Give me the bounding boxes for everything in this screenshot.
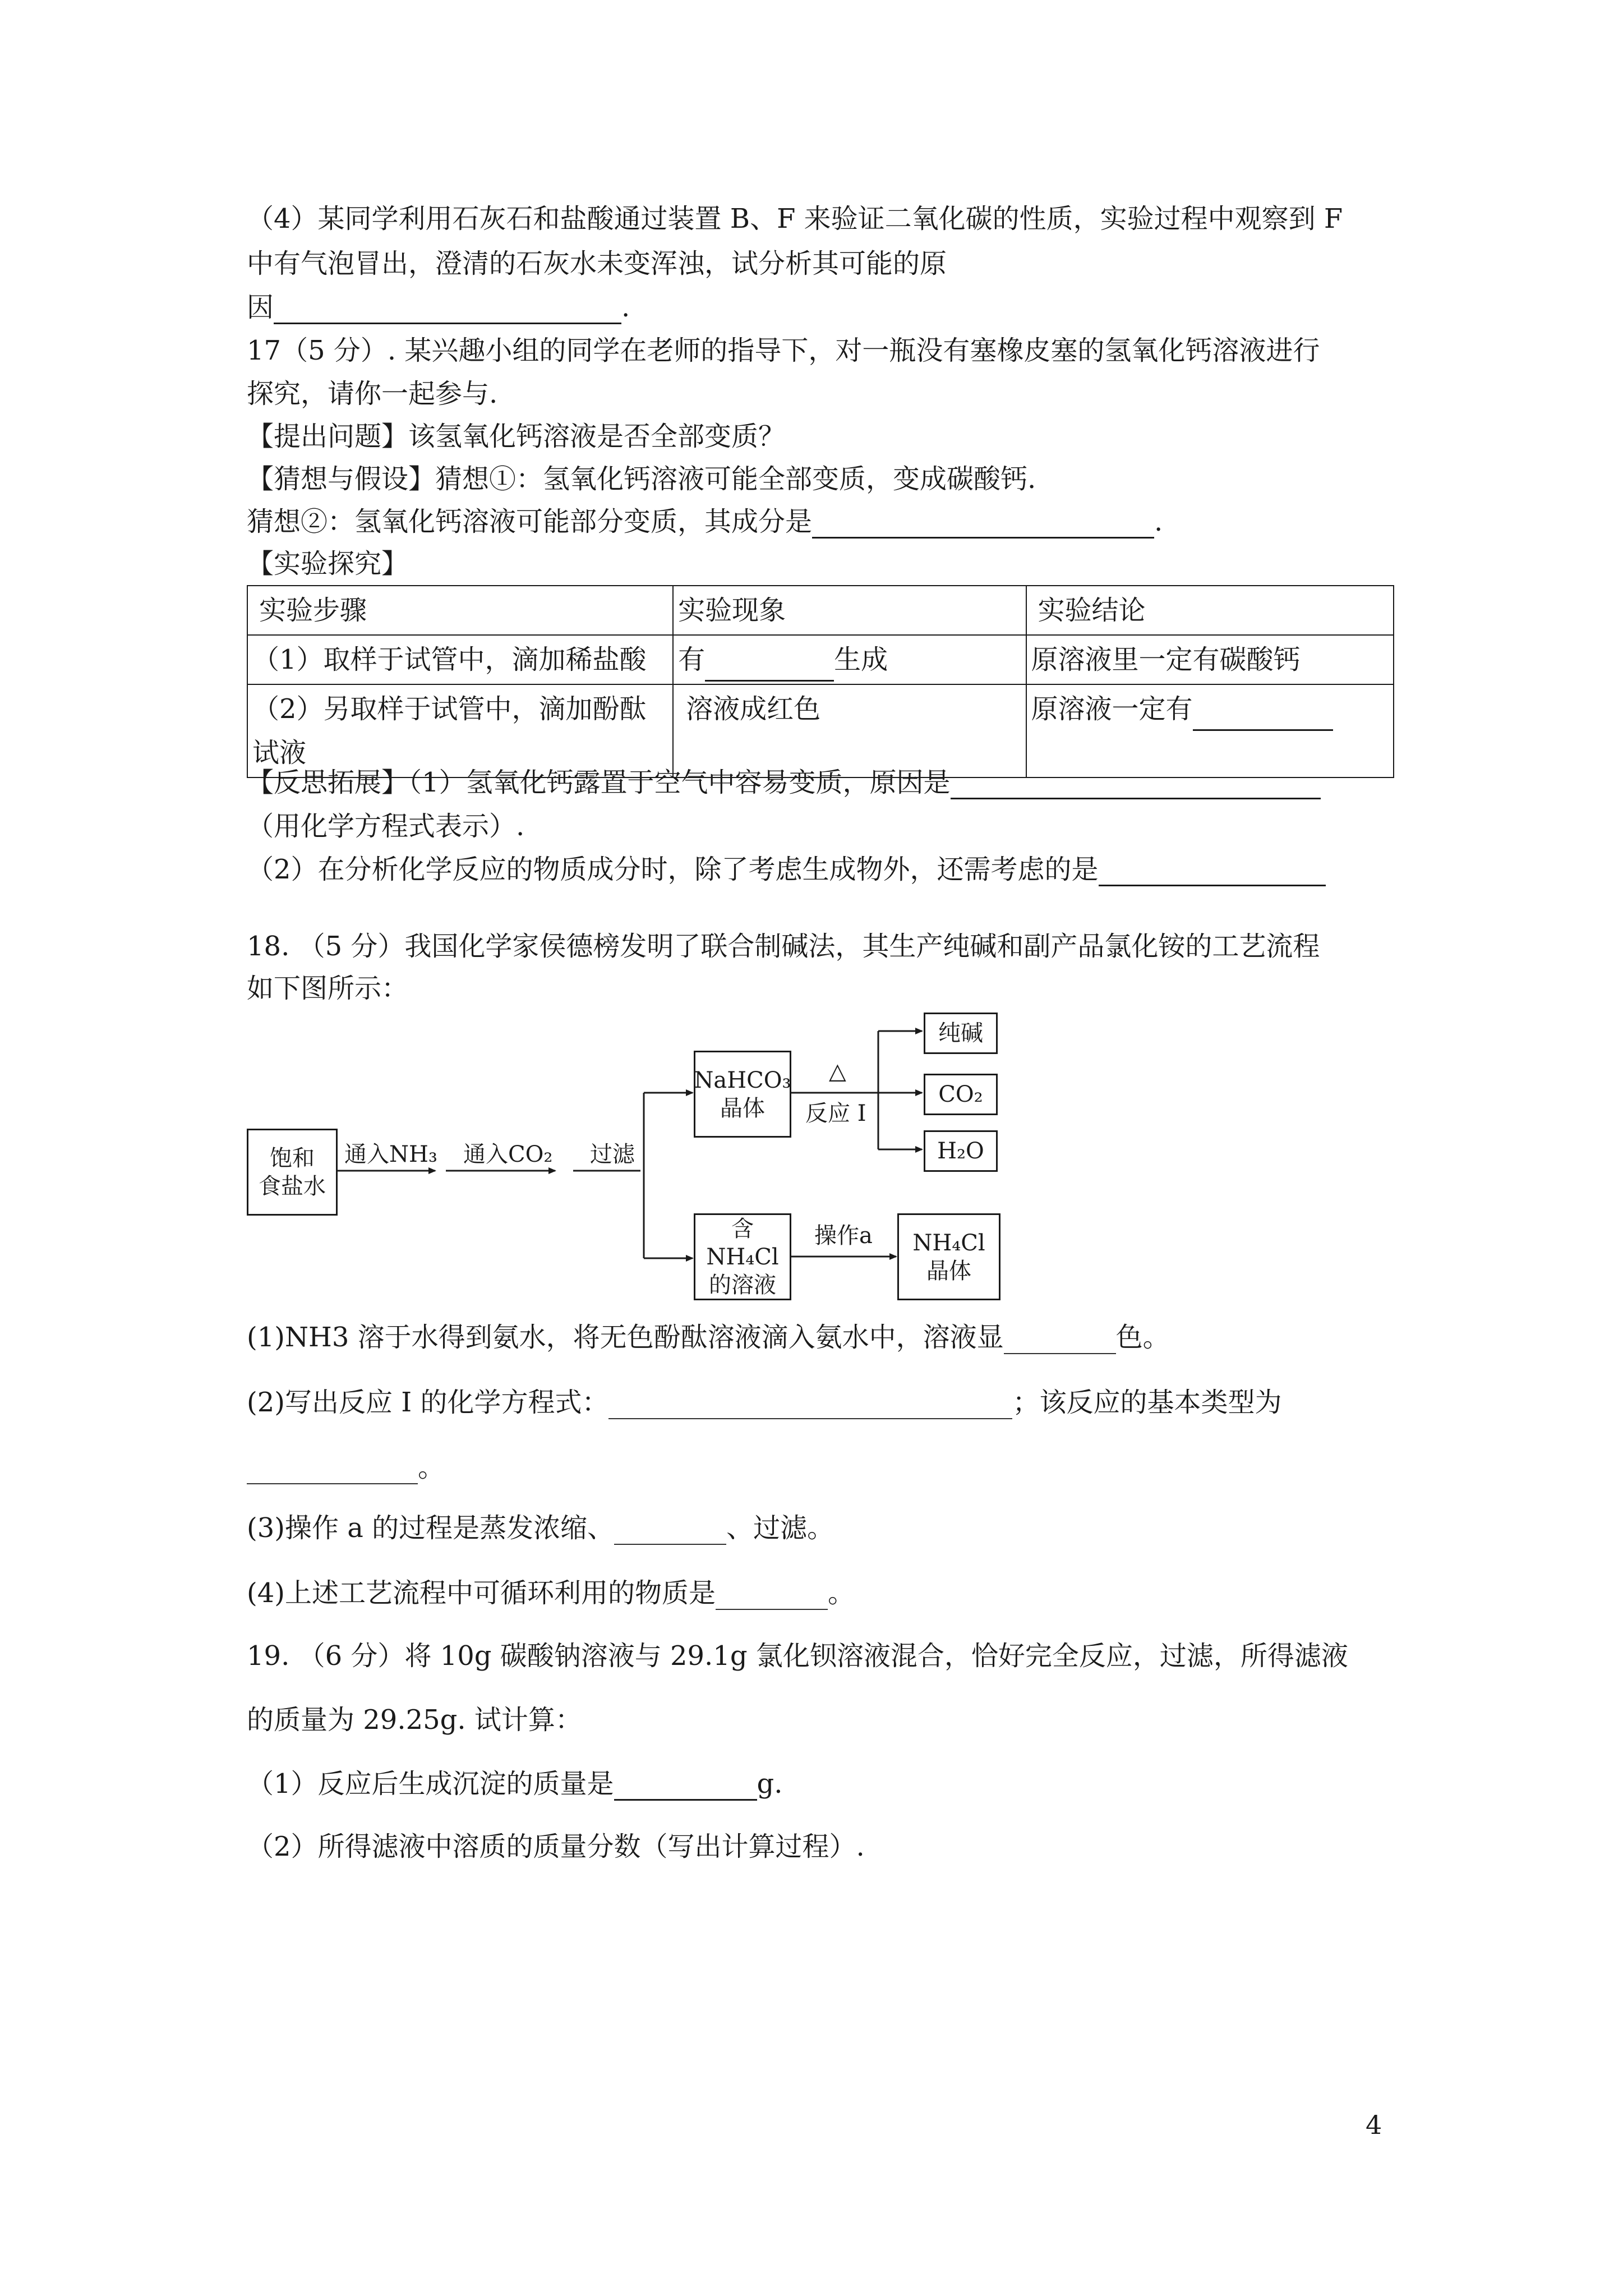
q18-part2-suffix: ；该反应的基本类型为 xyxy=(1012,1387,1282,1418)
q17-guess2-prefix: 猜想②：氢氧化钙溶液可能部分变质，其成分是 xyxy=(247,506,813,537)
q18-part1-prefix: (1)NH3 溶于水得到氨水，将无色酚酞溶液滴入氨水中，溶液显 xyxy=(247,1322,1004,1353)
table-cell-phenomenon1 xyxy=(673,635,1026,684)
answer-blank[interactable] xyxy=(608,1396,1012,1419)
q17-question: 【提出问题】该氢氧化钙溶液是否全部变质？ xyxy=(247,421,786,452)
phenomenon1-prefix: 有 xyxy=(678,644,706,675)
nh4cl-crystal-line1: NH₄Cl xyxy=(912,1230,985,1256)
answer-blank[interactable] xyxy=(274,298,621,324)
answer-blank[interactable] xyxy=(614,1774,757,1801)
product-soda-ash: 纯碱 xyxy=(938,1020,983,1046)
q18-part2-end: 。 xyxy=(418,1452,445,1483)
product-co2-box xyxy=(924,1074,998,1115)
q16-line3 xyxy=(247,291,630,324)
nahco3-crystal-box xyxy=(694,1051,791,1138)
q19-intro-line1: 19. （6 分）将 10g 碳酸钠溶液与 29.1g 氯化钡溶液混合，恰好完全反应，过滤，所得滤液 xyxy=(247,1640,1348,1672)
nh4cl-solution-box xyxy=(694,1213,791,1300)
saturated-brine-line1: 饱和 xyxy=(270,1145,315,1171)
q18-intro-line2: 如下图所示： xyxy=(247,973,409,1004)
reaction-i-label: 反应 I xyxy=(805,1101,866,1126)
table-cell-step1: （1）取样于试管中，滴加稀盐酸 xyxy=(247,635,673,684)
q18-part4-suffix: 。 xyxy=(828,1577,855,1609)
q18-part4 xyxy=(247,1576,855,1610)
q17-reflect1 xyxy=(247,766,1321,799)
q17-reflect1-line2: （用化学方程式表示）. xyxy=(247,811,525,842)
answer-blank[interactable] xyxy=(247,1461,418,1484)
step2-line1: （2）另取样于试管中，滴加酚酞 xyxy=(252,693,647,725)
answer-blank[interactable] xyxy=(1004,1331,1116,1354)
q19-part1-suffix: g. xyxy=(757,1768,783,1800)
product-soda-ash-box xyxy=(924,1013,998,1054)
experiment-table xyxy=(247,585,1394,778)
step-add-co2: 通入CO₂ xyxy=(463,1142,553,1167)
q19-part2: （2）所得滤液中溶质的质量分数（写出计算过程）. xyxy=(247,1831,865,1862)
heat-symbol: △ xyxy=(829,1059,846,1084)
q17-reflect1-prefix: 【反思拓展】（1）氢氧化钙露置于空气中容易变质，原因是 xyxy=(247,767,951,798)
q18-part4-prefix: (4)上述工艺流程中可循环利用的物质是 xyxy=(247,1577,716,1609)
q16-line1: （4）某同学利用石灰石和盐酸通过装置 B、F 来验证二氧化碳的性质，实验过程中观察到 F xyxy=(247,203,1343,234)
table-cell-phenomenon2: 溶液成红色 xyxy=(673,684,1026,777)
saturated-brine-box xyxy=(247,1129,338,1216)
product-co2: CO₂ xyxy=(938,1082,983,1107)
q18-part1 xyxy=(247,1320,1170,1354)
operation-a-label: 操作a xyxy=(814,1223,873,1249)
nahco3-line2: 晶体 xyxy=(720,1095,765,1121)
product-h2o-box xyxy=(924,1130,998,1172)
q17-explore-heading: 【实验探究】 xyxy=(247,548,409,579)
table-cell-conclusion1: 原溶液里一定有碳酸钙 xyxy=(1026,635,1394,684)
q18-part2 xyxy=(247,1386,1282,1419)
product-h2o: H₂O xyxy=(937,1138,984,1164)
step-add-nh3: 通入NH₃ xyxy=(344,1142,437,1167)
phenomenon1-suffix: 生成 xyxy=(834,644,888,675)
q16-line3-prefix: 因 xyxy=(247,292,274,323)
q19-part1-prefix: （1）反应后生成沉淀的质量是 xyxy=(247,1768,614,1800)
table-header-row xyxy=(247,586,1394,635)
q18-part1-suffix: 色。 xyxy=(1115,1322,1170,1353)
table-header-steps: 实验步骤 xyxy=(247,586,673,635)
nh4cl-solution-line1: 含NH₄Cl xyxy=(706,1216,779,1270)
saturated-brine-line2: 食盐水 xyxy=(259,1173,326,1199)
answer-blank[interactable] xyxy=(1099,860,1326,886)
q17-intro-line1: 17（5 分）. 某兴趣小组的同学在老师的指导下，对一瓶没有塞橡皮塞的氢氧化钙溶液进行 xyxy=(247,335,1320,366)
q18-part3-prefix: (3)操作 a 的过程是蒸发浓缩、 xyxy=(247,1512,615,1544)
q16-line2: 中有气泡冒出，澄清的石灰水未变浑浊，试分析其可能的原 xyxy=(247,248,947,279)
table-cell-step2 xyxy=(247,684,673,777)
table-header-phenomena: 实验现象 xyxy=(673,586,1026,635)
q18-part3-suffix: 、过滤。 xyxy=(726,1512,834,1544)
q17-guess2-suffix: . xyxy=(1154,506,1163,537)
nh4cl-solution-line2: 的溶液 xyxy=(709,1272,776,1298)
q19-intro-line2: 的质量为 29.25g. 试计算： xyxy=(247,1704,582,1736)
nh4cl-crystal-box xyxy=(897,1213,1000,1300)
q17-reflect2 xyxy=(247,853,1326,886)
table-header-conclusion: 实验结论 xyxy=(1026,586,1394,635)
answer-blank[interactable] xyxy=(716,1586,828,1610)
answer-blank[interactable] xyxy=(614,1521,726,1545)
table-cell-conclusion2 xyxy=(1026,684,1394,777)
q17-reflect2-prefix: （2）在分析化学反应的物质成分时，除了考虑生成物外，还需考虑的是 xyxy=(247,854,1099,885)
q18-part2-line2 xyxy=(247,1451,445,1484)
q17-guess1: 【猜想与假设】猜想①：氢氧化钙溶液可能全部变质，变成碳酸钙. xyxy=(247,463,1036,495)
q17-intro-line2: 探究，请你一起参与. xyxy=(247,378,498,409)
answer-blank[interactable] xyxy=(951,773,1321,799)
q17-guess2 xyxy=(247,505,1163,539)
answer-blank[interactable] xyxy=(1193,705,1333,731)
q18-part3 xyxy=(247,1511,834,1545)
q16-line3-suffix: . xyxy=(621,292,630,323)
conclusion2-prefix: 原溶液一定有 xyxy=(1031,693,1193,725)
answer-blank[interactable] xyxy=(705,655,834,682)
answer-blank[interactable] xyxy=(812,512,1154,539)
table-row xyxy=(247,635,1394,684)
nh4cl-crystal-line2: 晶体 xyxy=(926,1258,971,1284)
step2-line2: 试液 xyxy=(252,737,307,769)
table-row xyxy=(247,684,1394,777)
q19-part1 xyxy=(247,1767,783,1801)
q18-part2-prefix: (2)写出反应 I 的化学方程式： xyxy=(247,1387,609,1418)
page-number: 4 xyxy=(1366,2110,1382,2140)
q18-intro-line1: 18. （5 分）我国化学家侯德榜发明了联合制碱法，其生产纯碱和副产品氯化铵的工艺流程 xyxy=(247,931,1320,962)
step-filter: 过滤 xyxy=(590,1142,635,1167)
nahco3-line1: NaHCO₃ xyxy=(694,1067,791,1093)
